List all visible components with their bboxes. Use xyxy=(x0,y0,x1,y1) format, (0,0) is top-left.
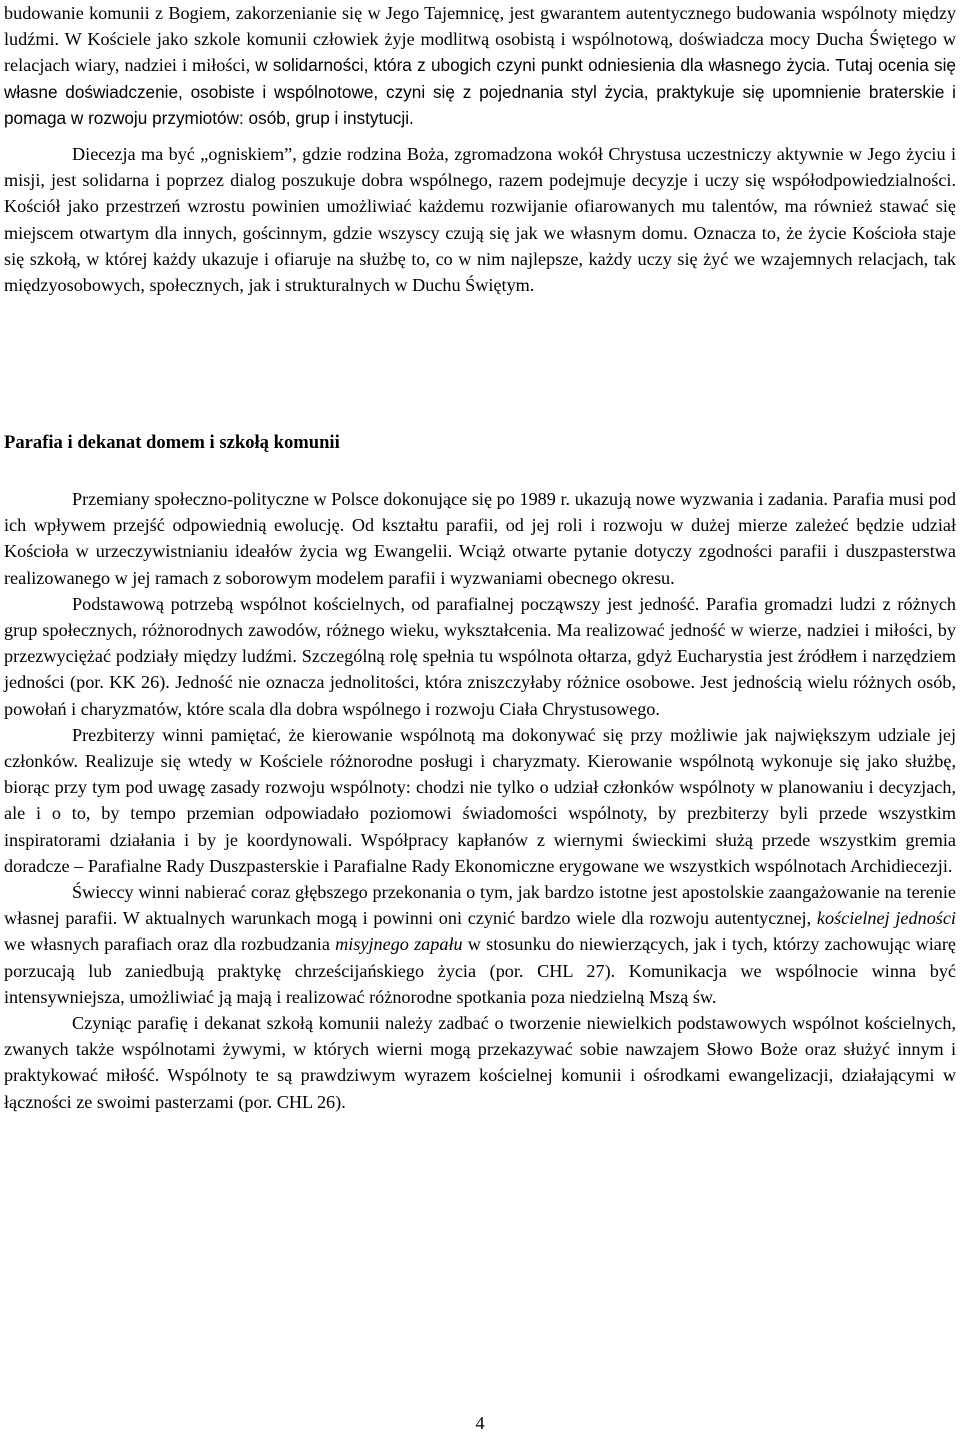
paragraph-jednosc: Podstawową potrzebą wspólnot kościelnych, od parafialnej począwszy jest jedność. Parafia gromadzi ludzi z różnych grup społecznych, różnorodnych zawodów, różnego wieku, wykształcenia. Ma realizować jedność w wierze, nadziei i miłości, by przezwyciężać podziały między ludźmi. Szczególną rolę spełnia tu wspólnota ołtarza, gdyż Eucharystia jest źródłem i narzędziem jedności (por. KK 26). Jedność nie oznacza jednolitości, która zniszczyłaby różnice osobowe. Jest jednością wielu różnych osób, powołań i charyzmatów, które scala dla dobra wspólnego i rozwoju Ciała Chrystusowego. xyxy=(4,593,956,719)
italic-text: kościelnej jedności xyxy=(816,908,956,929)
section-heading: Parafia i dekanat domem i szkołą komunii xyxy=(4,432,340,453)
text-run-sans: w solidarności, która z ubogich czyni punkt odniesienia dla własnego życia. xyxy=(255,55,831,76)
section-text xyxy=(4,486,956,1115)
text-run-sans: Tutaj ocenia się własne doświadczenie, osobiste i wspólnotowe, czyni się z pojednania styl życia, praktykuje się upomnienie braterskie i pomaga w rozwoju przymiotów: osób, grup i instytucji. xyxy=(4,55,956,128)
page-number: 4 xyxy=(475,1413,485,1433)
intro-text xyxy=(4,0,956,298)
paragraph-prezbiterzy: Prezbiterzy winni pamiętać, że kierowanie wspólnotą ma dokonywać się przy możliwie jak największym udziale jej członków. Realizuje się wtedy w Kościele różnorodne posługi i charyzmaty. Kierowanie wspólnotą wykonuje się jako służbę, biorąc przy tym pod uwagę zasady rozwoju wspólnoty: chodzi nie tylko o udział członków wspólnoty w planowaniu i decyzjach, ale i o to, by tempo przemian odpowiadało poziomowi świadomości wspólnoty, by prezbiterzy byli przede wszystkim inspiratorami działania i by je koordynowali. Współpracy kapłanów z wiernymi świeckimi służą przede wszystkim gremia doradcze – Parafialne Rady Duszpasterskie i Parafialne Rady Ekonomiczne erygowane we wszystkich wspólnotach Archidiecezji. xyxy=(4,724,956,876)
paragraph-diecezja: Diecezja ma być „ogniskiem”, gdzie rodzina Boża, zgromadzona wokół Chrystusa uczestniczy aktywnie w Jego życiu i misji, jest solidarna i poprzez dialog poszukuje dobra wspólnego, razem podejmuje decyzje i uczy się współodpowiedzialności. Kościół jako przestrzeń wzrostu powinien umożliwiać każdemu rozwijanie ofiarowanych mu talentów, ma również stawać się miejscem otwartym dla innych, gościnnym, gdzie wszyscy czują się jak we własnym domu. Oznacza to, że życie Kościoła staje się szkołą, w której każdy ukazuje i ofiaruje na służbę to, co w nim najlepsze, każdy uczy się żyć we wzajemnych relacjach, tak międzyosobowych, społecznych, jak i strukturalnych w Duchu Świętym. xyxy=(4,144,956,296)
text-run: budowanie komunii z Bogiem, zakorzenianie się w Jego Tajemnicę, jest gwarantem autentycznego budowania wspólnoty między ludźmi. W Kościele jako szkole komunii człowiek żyje modlitwą osobistą i wspólnotową, doświadcza mocy Ducha Świętego w relacjach wiary, nadziei i miłości, xyxy=(4,3,956,76)
text-run: w stosunku do niewierzących, jak i tych, którzy zachowując wiarę porzucają lub zaniedbują praktykę chrześcijańskiego życia (por. CHL 27). Komunikacja we wspólnocie winna być intensywniejsza, umożliwiać ją mają i realizować różnorodne spotkania poza niedzielną Mszą św. xyxy=(4,934,956,1007)
paragraph-continued xyxy=(4,0,956,131)
paragraph-wspolnoty: Czyniąc parafię i dekanat szkołą komunii należy zadbać o tworzenie niewielkich podstawowych wspólnot kościelnych, zwanych także wspólnotami żywymi, w których wierni mogą przekazywać sobie nawzajem Słowo Boże oraz służyć innym i praktykować miłość. Wspólnoty te są prawdziwym wyrazem kościelnej komunii i ośrodkami ewangelizacji, działającymi w łączności ze swoimi pasterzami (por. CHL 26). xyxy=(4,1013,956,1112)
text-run: we własnych parafiach oraz dla rozbudzania xyxy=(4,934,336,955)
text-run: Świeccy winni nabierać coraz głębszego przekonania o tym, jak bardzo istotne jest apostolskie zaangażowanie na terenie własnej parafii. W aktualnych warunkach mogą i powinni oni czynić bardzo wiele dla rozwoju autentycznej, xyxy=(4,882,956,929)
paragraph-swieccy xyxy=(4,879,956,1010)
paragraph-przemiany: Przemiany społeczno-polityczne w Polsce dokonujące się po 1989 r. ukazują nowe wyzwania i zadania. Parafia musi pod ich wpływem przejść odpowiednią ewolucję. Od kształtu parafii, od jej roli i rozwoju w dużej mierze zależeć będzie udział Kościoła w urzeczywistnianiu ideałów życia wg Ewangelii. Wciąż otwarte pytanie dotyczy zgodności parafii i duszpasterstwa realizowanego w jej ramach z soborowym modelem parafii i wyzwaniami obecnego okresu. xyxy=(4,489,956,588)
italic-text: misyjnego zapału xyxy=(335,934,463,955)
